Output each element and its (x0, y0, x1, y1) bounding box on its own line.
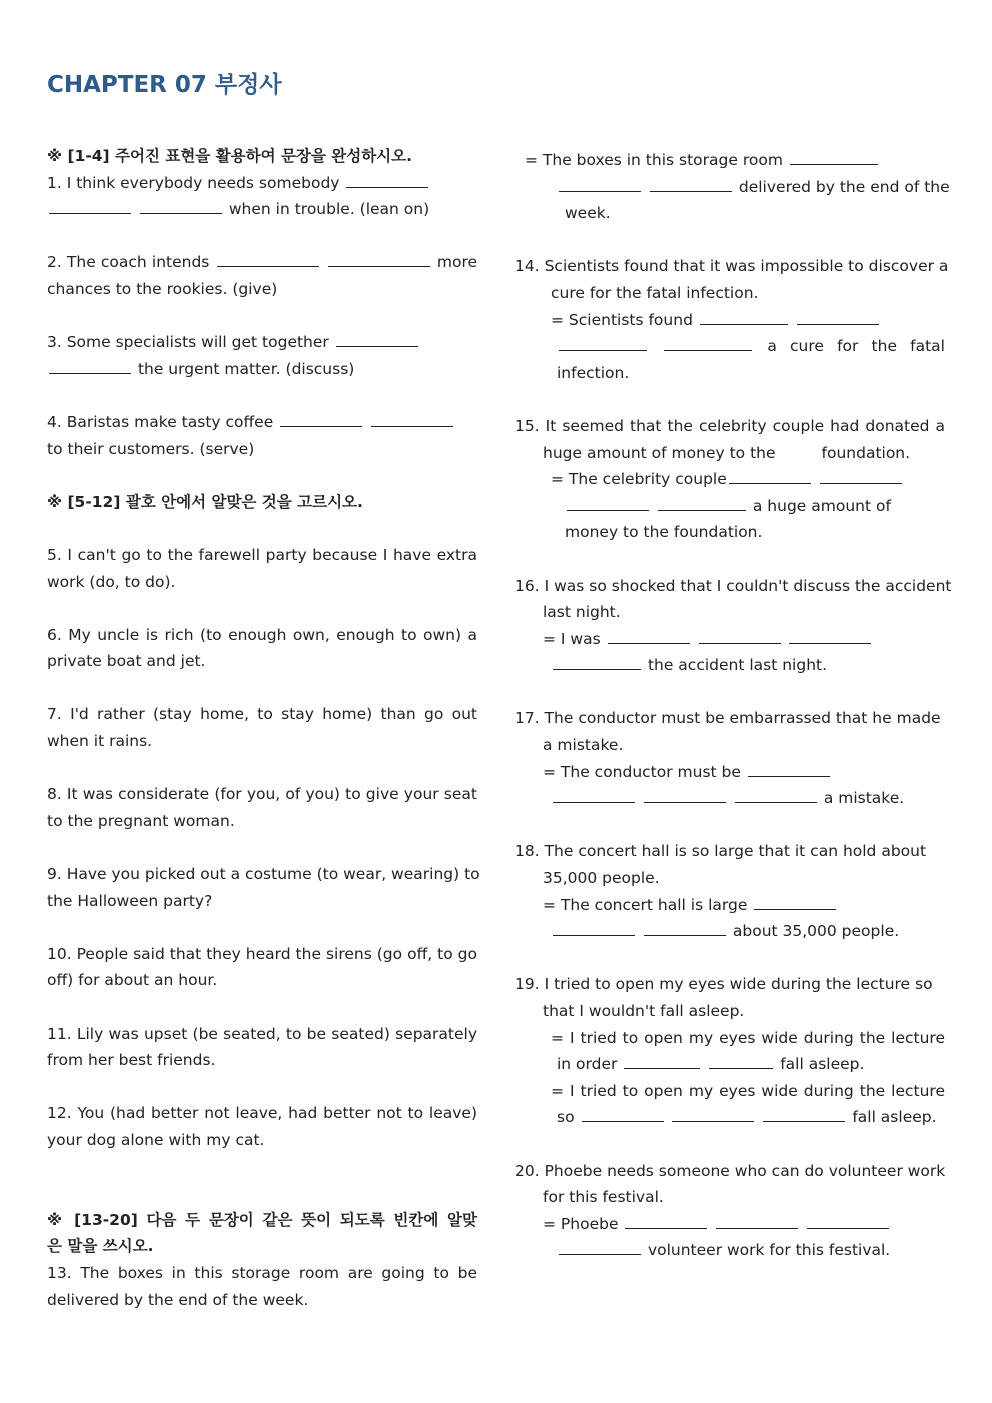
question-text: 3. Some specialists will get together (47, 333, 329, 352)
answer-blank[interactable] (735, 786, 817, 803)
answer-blank[interactable] (280, 410, 362, 427)
answer-blank[interactable] (763, 1105, 845, 1122)
answer-blank[interactable] (328, 250, 430, 267)
answer-blank[interactable] (672, 1105, 754, 1122)
question-13-answer: = The boxes in this storage room delivered by the end of the week. (515, 147, 945, 227)
question-19: 19. I tried to open my eyes wide during the lecture so that I wouldn't fall asleep. = I tried to open my eyes wide during the lecture in order fall asleep. = I tried to open my eyes wide during the lecture so fall asleep. (515, 975, 945, 1127)
right-column (515, 147, 952, 1264)
question-18: 18. The concert hall is so large that it can hold about 35,000 people. = The concert hall is large about 35,000 people. (515, 842, 927, 941)
answer-blank[interactable] (140, 197, 222, 214)
question-11: 11. Lily was upset (be seated, to be seated) separately from her best friends. (47, 1024, 477, 1070)
answer-blank[interactable] (49, 197, 131, 214)
answer-blank[interactable] (49, 357, 131, 374)
question-text: 4. Baristas make tasty coffee (47, 412, 274, 431)
question-text: more (436, 253, 478, 272)
answer-blank[interactable] (709, 1052, 773, 1069)
answer-blank[interactable] (217, 250, 319, 267)
answer-blank[interactable] (559, 175, 641, 192)
answer-blank[interactable] (699, 627, 781, 644)
answer-blank[interactable] (729, 467, 811, 484)
answer-blank[interactable] (346, 171, 428, 188)
answer-blank[interactable] (608, 627, 690, 644)
section-heading-1-4: ※ [1-4] 주어진 표현을 활용하여 문장을 완성하시오. (47, 147, 413, 165)
question-20: 20. Phoebe needs someone who can do volunteer work for this festival. = Phoebe volunteer work for this festival. (515, 1161, 946, 1260)
question-3 (47, 329, 477, 382)
answer-blank[interactable] (553, 786, 635, 803)
answer-blank[interactable] (790, 148, 878, 165)
answer-blank[interactable] (559, 1238, 641, 1255)
answer-blank[interactable] (644, 919, 726, 936)
answer-blank[interactable] (664, 334, 752, 351)
answer-blank[interactable] (650, 175, 732, 192)
question-2 (47, 249, 477, 302)
question-5: 5. I can't go to the farewell party because I have extra work (do, to do). (47, 545, 477, 591)
answer-blank[interactable] (582, 1105, 664, 1122)
answer-blank[interactable] (371, 410, 453, 427)
question-16: 16. I was so shocked that I couldn't discuss the accident last night. = I was the accident last night. (515, 576, 952, 675)
answer-blank[interactable] (820, 467, 902, 484)
answer-blank[interactable] (807, 1212, 889, 1229)
question-text: 2. The coach intends (47, 253, 210, 272)
answer-blank[interactable] (625, 1212, 707, 1229)
section-heading-5-12: ※ [5-12] 괄호 안에서 알맞은 것을 고르시오. (47, 492, 363, 511)
answer-blank[interactable] (336, 330, 418, 347)
question-text: chances to the rookies. (give) (47, 279, 278, 298)
question-10: 10. People said that they heard the sirens (go off, to go off) for about an hour. (47, 944, 477, 990)
question-17: 17. The conductor must be embarrassed that he made a mistake. = The conductor must be a mistake. (515, 709, 941, 808)
question-text: to their customers. (serve) (47, 439, 255, 458)
answer-blank[interactable] (624, 1052, 700, 1069)
answer-blank[interactable] (658, 494, 746, 511)
question-13: 13. The boxes in this storage room are going to be delivered by the end of the week. (47, 1263, 477, 1309)
question-7: 7. I'd rather (stay home, to stay home) than go out when it rains. (47, 705, 477, 751)
question-text: when in trouble. (lean on) (228, 200, 430, 219)
answer-blank[interactable] (797, 308, 879, 325)
answer-blank[interactable] (716, 1212, 798, 1229)
question-4 (47, 409, 477, 462)
question-8: 8. It was considerate (for you, of you) to give your seat to the pregnant woman. (47, 785, 477, 830)
section-heading-13-20: ※ [13-20] 다음 두 문장이 같은 뜻이 되도록 빈칸에 알맞 (47, 1210, 477, 1229)
answer-blank[interactable] (700, 308, 788, 325)
left-column (47, 143, 480, 1313)
question-text: the urgent matter. (discuss) (137, 359, 355, 378)
question-14: 14. Scientists found that it was impossible to discover a cure for the fatal infection. = Scientists found a cure for the fatal infection. (515, 257, 949, 382)
question-1 (47, 170, 477, 223)
answer-blank[interactable] (567, 494, 649, 511)
answer-blank[interactable] (748, 760, 830, 777)
answer-blank[interactable] (754, 893, 836, 910)
question-9: 9. Have you picked out a costume (to wear, wearing) to the Halloween party? (47, 865, 480, 910)
question-12: 12. You (had better not leave, had better not to leave) your dog alone with my cat. (47, 1104, 477, 1149)
question-15: 15. It seemed that the celebrity couple had donated a huge amount of money to the foundation. = The celebrity couple a huge amount of money to the foundation. (515, 416, 945, 542)
question-6: 6. My uncle is rich (to enough own, enough to own) a private boat and jet. (47, 625, 477, 671)
answer-blank[interactable] (553, 919, 635, 936)
question-text: 1. I think everybody needs somebody (47, 173, 340, 192)
answer-blank[interactable] (559, 334, 647, 351)
answer-blank[interactable] (644, 786, 726, 803)
section-heading-13-20-cont: 은 말을 쓰시오. (47, 1237, 154, 1256)
chapter-title: CHAPTER 07 부정사 (47, 72, 282, 98)
answer-blank[interactable] (789, 627, 871, 644)
answer-blank[interactable] (553, 653, 641, 670)
